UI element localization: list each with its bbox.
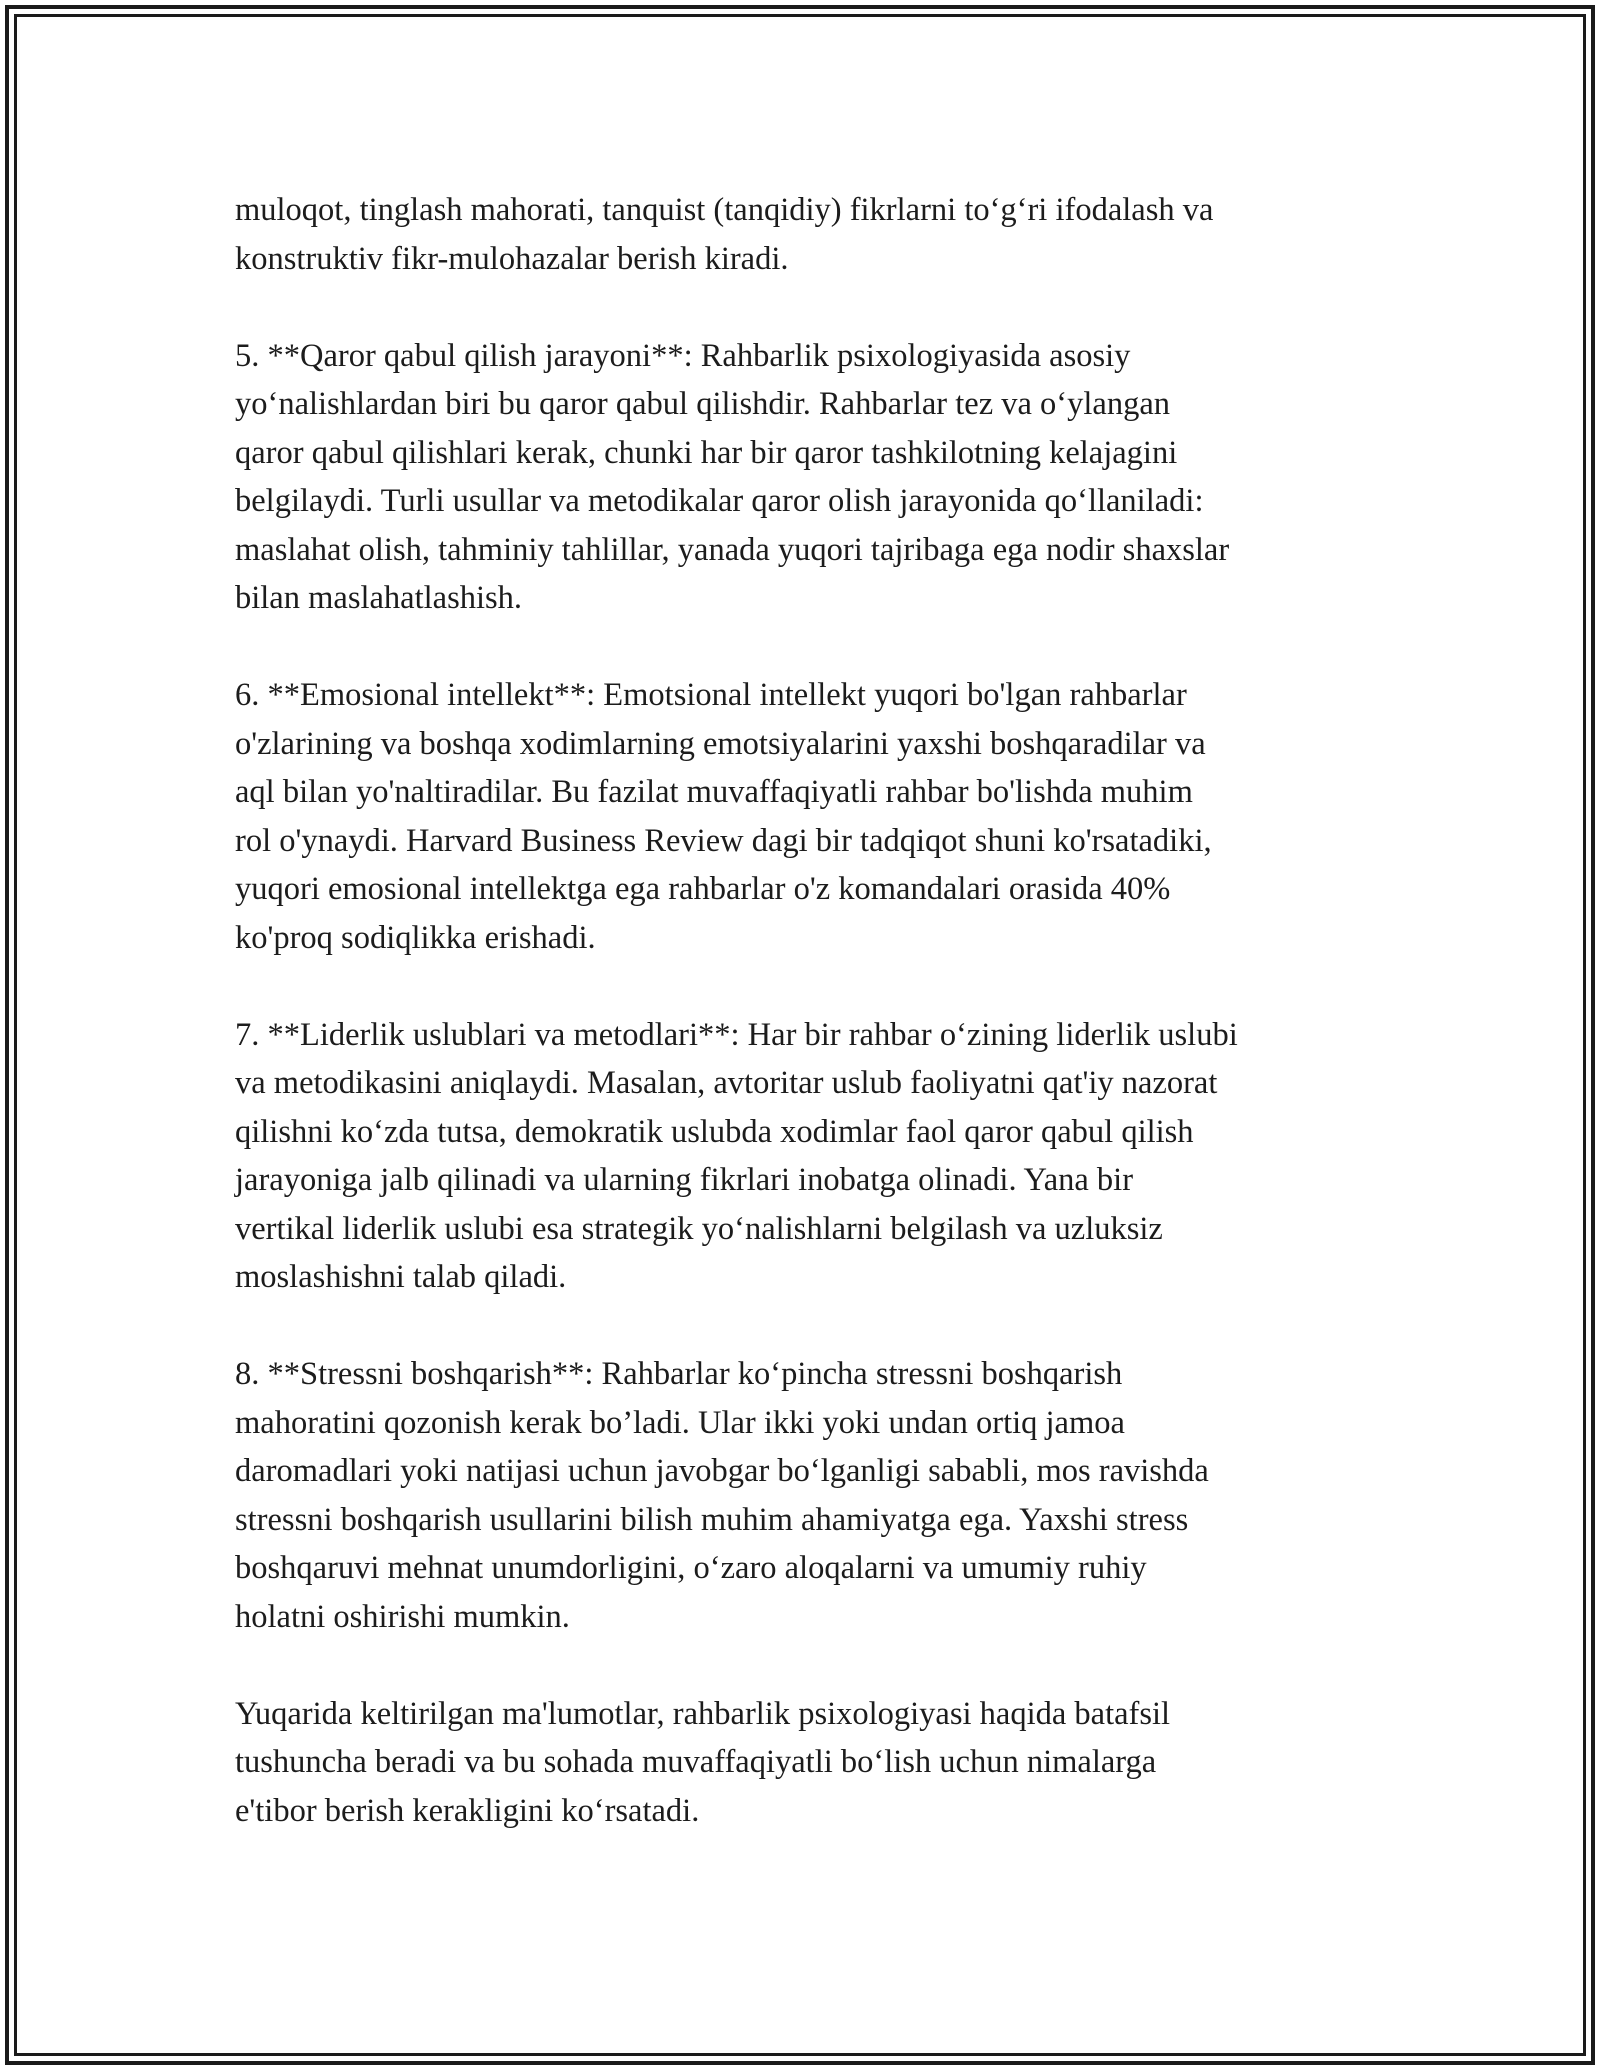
text-line: yuqori emosional intellektga ega rahbarlar o'z komandalari orasida 40% xyxy=(235,871,1171,907)
text-line: ko'proq sodiqlikka erishadi. xyxy=(235,919,596,956)
paragraph-stress-management xyxy=(235,1350,1375,1641)
text-line: vertikal liderlik uslubi esa strategik yo‘nalishlarni belgilash va uzluksiz xyxy=(235,1210,1163,1247)
text-line: maslahat olish, tahminiy tahlillar, yanada yuqori tajribaga ega nodir shaxslar xyxy=(235,531,1230,568)
text-line: daromadlari yoki natijasi uchun javobgar bo‘lganligi sababli, mos ravishda xyxy=(235,1453,1209,1489)
text-line: 5. **Qaror qabul qilish jarayoni**: Rahbarlik psixologiyasida asosiy xyxy=(235,337,1131,374)
paragraph-decision-making xyxy=(235,332,1375,623)
text-line: qaror qabul qilishlari kerak, chunki har bir qaror tashkilotning kelajagini xyxy=(235,434,1178,471)
text-line: holatni oshirishi mumkin. xyxy=(235,1598,570,1635)
text-line: rol o'ynaydi. Harvard Business Review dagi bir tadqiqot shuni ko'rsatadiki, xyxy=(235,822,1212,859)
paragraph-leadership-styles xyxy=(235,1011,1375,1302)
text-line: bilan maslahatlashish. xyxy=(235,580,523,616)
document-body xyxy=(235,186,1375,1884)
text-line: 7. **Liderlik uslublari va metodlari**: Har bir rahbar o‘zining liderlik uslubi xyxy=(235,1016,1238,1053)
text-line: va metodikasini aniqlaydi. Masalan, avtoritar uslub faoliyatni qat'iy nazorat xyxy=(235,1065,1218,1101)
text-line: tushuncha beradi va bu sohada muvaffaqiyatli bo‘lish uchun nimalarga xyxy=(235,1744,1157,1780)
text-line: boshqaruvi mehnat unumdorligini, o‘zaro aloqalarni va umumiy ruhiy xyxy=(235,1550,1147,1586)
text-line: qilishni ko‘zda tutsa, demokratik uslubda xodimlar faol qaror qabul qilish xyxy=(235,1113,1194,1150)
text-line: konstruktiv fikr-mulohazalar berish kiradi. xyxy=(235,240,789,277)
text-line: e'tibor berish kerakligini ko‘rsatadi. xyxy=(235,1792,700,1829)
text-line: stressni boshqarish usullarini bilish muhim ahamiyatga ega. Yaxshi stress xyxy=(235,1501,1189,1538)
paragraph-emotional-intelligence xyxy=(235,671,1375,962)
text-line: o'zlarining va boshqa xodimlarning emotsiyalarini yaxshi boshqaradilar va xyxy=(235,725,1206,762)
text-line: muloqot, tinglash mahorati, tanquist (tanqidiy) fikrlarni to‘g‘ri ifodalash va xyxy=(235,192,1214,228)
text-line: 8. **Stressni boshqarish**: Rahbarlar ko‘pincha stressni boshqarish xyxy=(235,1356,1123,1392)
paragraph-conclusion xyxy=(235,1690,1375,1836)
text-line: moslashishni talab qiladi. xyxy=(235,1259,567,1295)
paragraph-communication-continued xyxy=(235,186,1375,283)
text-line: 6. **Emosional intellekt**: Emotsional intellekt yuqori bo'lgan rahbarlar xyxy=(235,677,1187,713)
text-line: jarayoniga jalb qilinadi va ularning fikrlari inobatga olinadi. Yana bir xyxy=(235,1162,1134,1198)
text-line: aql bilan yo'naltiradilar. Bu fazilat muvaffaqiyatli rahbar bo'lishda muhim xyxy=(235,774,1193,810)
text-line: belgilaydi. Turli usullar va metodikalar qaror olish jarayonida qo‘llaniladi: xyxy=(235,483,1204,519)
text-line: yo‘nalishlardan biri bu qaror qabul qilishdir. Rahbarlar tez va o‘ylangan xyxy=(235,386,1170,422)
text-line: mahoratini qozonish kerak bo’ladi. Ular ikki yoki undan ortiq jamoa xyxy=(235,1404,1125,1441)
text-line: Yuqarida keltirilgan ma'lumotlar, rahbarlik psixologiyasi haqida batafsil xyxy=(235,1695,1171,1732)
